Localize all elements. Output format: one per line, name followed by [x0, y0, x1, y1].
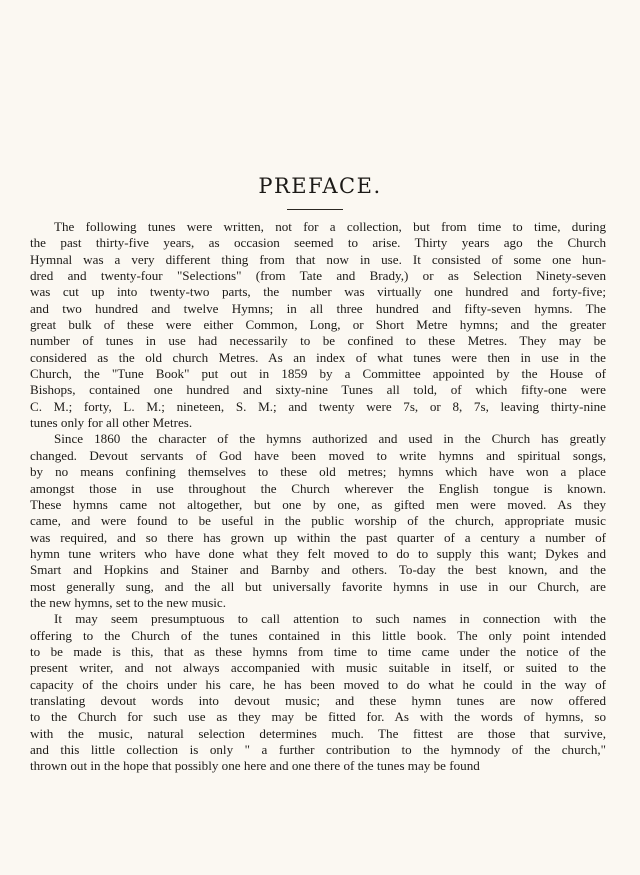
text-line: number of tunes in use had necessarily to be confined to these Metres. They may be [30, 333, 606, 349]
text-line: changed. Devout servants of God have been moved to write hymns and spiritual songs, [30, 447, 606, 463]
text-line: Bishops, contained one hundred and sixty-nine Tunes all told, of which fifty-one were [30, 382, 606, 398]
text-line: C. M.; forty, L. M.; nineteen, S. M.; and twenty were 7s, or 8, 7s, leaving thirty-nine [30, 398, 606, 414]
text-line: hymn tune writers who have done what they felt moved to do to supply this want; Dykes and [30, 545, 606, 561]
text-line: Church, the "Tune Book" put out in 1859 by a Committee appointed by the House of [30, 366, 606, 382]
text-line: Smart and Hopkins and Stainer and Barnby and others. To-day the best known, and the [30, 562, 606, 578]
text-line: considered as the old church Metres. As an index of what tunes were then in use in the [30, 349, 606, 365]
title-rule [287, 209, 343, 210]
text-line: to the Church for such use as they may be fitted for. As with the words of hymns, so [30, 709, 606, 725]
preface-paragraph [30, 431, 606, 611]
text-line: translating devout words into devout music; and these hymn tunes are now offered [30, 692, 606, 708]
text-line: amongst those in use throughout the Church wherever the English tongue is known. [30, 480, 606, 496]
text-line: the past thirty-five years, as occasion seemed to arise. Thirty years ago the Church [30, 235, 606, 251]
text-line: These hymns came not altogether, but one by one, as gifted men were moved. As they [30, 496, 606, 512]
text-line: by no means confining themselves to these old metres; hymns which have won a place [30, 464, 606, 480]
text-line: and this little collection is only " a further contribution to the hymnody of the church," [30, 742, 606, 757]
text-line: great bulk of these were either Common, Long, or Short Metre hymns; and the greater [30, 317, 606, 333]
text-line: and two hundred and twelve Hymns; in all three hundred and fifty-seven hymns. The [30, 300, 606, 316]
preface-body [30, 219, 606, 775]
text-line: came, and were found to be useful in the public worship of the church, appropriate music [30, 513, 606, 529]
text-line: thrown out in the hope that possibly one here and one there of the tunes may be found [30, 758, 480, 774]
text-line: tunes only for all other Metres. [30, 415, 193, 431]
text-line: to be made is this, that as these hymns from time to time came under the notice of the [30, 643, 606, 659]
text-line: was cut up into twenty-two parts, the number was virtually one hundred and forty-five; [30, 284, 606, 300]
text-line: offering to the Church of the tunes contained in this little book. The only point intended [30, 627, 606, 643]
text-line: present writer, and not always accompanied with music suitable in itself, or suited to the [30, 660, 606, 676]
text-line: Hymnal was a very different thing from that now in use. It consisted of some one hun- [30, 251, 606, 267]
text-line: dred and twenty-four "Selections" (from Tate and Brady,) or as Selection Ninety-seven [30, 268, 606, 284]
text-line: was required, and so there has grown up within the past quarter of a century a number of [30, 529, 606, 545]
preface-paragraph [30, 219, 606, 431]
text-line: with the music, natural selection determines much. The fittest are those that survive, [30, 725, 606, 741]
text-line: It may seem presumptuous to call attention to such names in connection with the [54, 611, 606, 627]
text-line: the new hymns, set to the new music. [30, 594, 227, 610]
text-line: most generally sung, and the all but universally favorite hymns in use in our Church, are [30, 578, 606, 594]
text-line: The following tunes were written, not for a collection, but from time to time, during [54, 219, 606, 234]
page-title: PREFACE. [258, 174, 382, 198]
preface-paragraph [30, 611, 606, 774]
text-line: Since 1860 the character of the hymns authorized and used in the Church has greatly [54, 431, 606, 447]
text-line: capacity of the choirs under his care, he has been moved to do what he could in the way of [30, 676, 606, 692]
